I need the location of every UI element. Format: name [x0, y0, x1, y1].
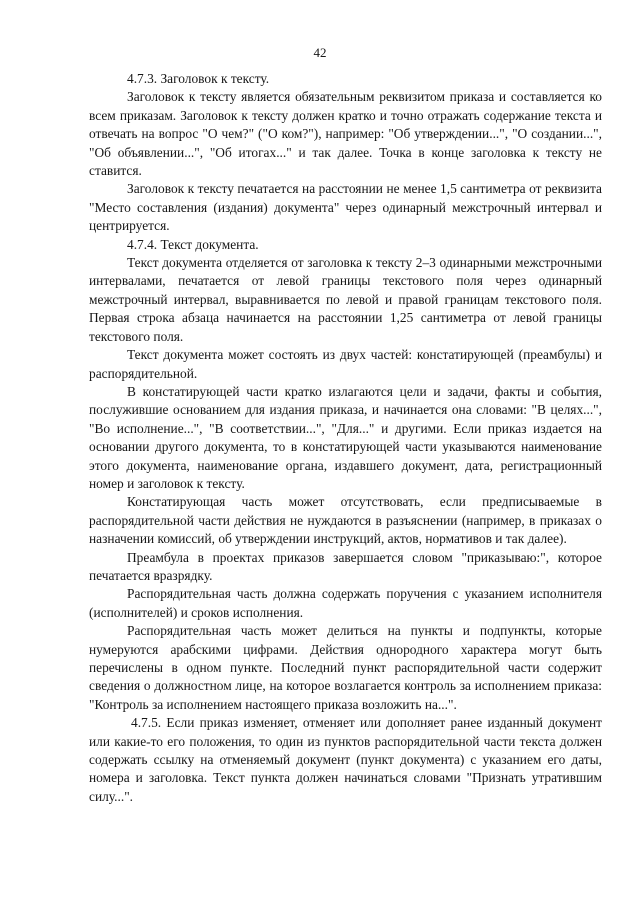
paragraph-heading-placement: Заголовок к тексту печатается на расстоянии не менее 1,5 сантиметра от реквизита "Место составления (издания) документа" через одинарный межстрочный интервал и центрируется.: [89, 181, 602, 234]
paragraph-preamble-content: В констатирующей части кратко излагаются цели и задачи, факты и события, послужившие основанием для издания приказа, и начинается она словами: "В целях...", "Во исполнение...", "В соответствии...", "Для..." и другими. Если приказ издается на основании другого документа, то в констатирующей части указываются наименование этого документа, наименование органа, издавшего документ, дата, регистрационный номер и заголовок к тексту.: [89, 383, 602, 491]
paragraph-preamble-ending: Преамбула в проектах приказов завершается словом "приказываю:", которое печатается вразрядку.: [89, 549, 602, 583]
section-heading-4-7-4: 4.7.4. Текст документа.: [127, 236, 259, 252]
paragraph-heading-definition: Заголовок к тексту является обязательным реквизитом приказа и составляется ко всем приказам. Заголовок к тексту должен кратко и точно отражать содержание текста и отвечать на вопрос "О чем?" ("О ком?"), например: "Об утверждении...", "О создании...", "Об объявлении...", "Об итогах..." и так далее. Точка в конце заголовка к тексту не ставится.: [89, 89, 602, 179]
paragraph-orders-items: Распорядительная часть может делиться на пункты и подпункты, которые нумеруются арабскими цифрами. Действия однородного характера могут быть перечислены в одном пункте. Последний пункт распорядительной части содержит сведения о должностном лице, на которое возлагается контроль за исполнением приказа: "Контроль за исполнением настоящего приказа возложить на...".: [89, 623, 602, 712]
section-heading-4-7-3: 4.7.3. Заголовок к тексту.: [127, 71, 270, 86]
section-4-7-5-paragraph: 4.7.5. Если приказ изменяет, отменяет или дополняет ранее изданный документ или какие-то его положения, то один из пунктов распорядительной части текста должен содержать ссылку на отменяемый документ (пункт документа) с указанием его даты, номера и заголовка. Текст пункта должен начинаться словами "Признать утратившим силу...".: [89, 715, 602, 804]
page-number: 42: [313, 45, 327, 60]
document-body: [89, 70, 602, 806]
paragraph-preamble-optional: Констатирующая часть может отсутствовать, если предписываемые в распорядительной части действия не нуждаются в разъяснении (например, в приказах о назначении комиссий, об утверждении инструкций, актов, нормативов и так далее).: [89, 494, 602, 547]
paragraph-orders-content: Распорядительная часть должна содержать поручения с указанием исполнителя (исполнителей) и сроков исполнения.: [89, 586, 602, 620]
paragraph-text-parts: Текст документа может состоять из двух частей: констатирующей (преамбулы) и распорядительной.: [89, 347, 602, 381]
paragraph-text-formatting: Текст документа отделяется от заголовка к тексту 2–3 одинарными межстрочными интервалами, печатается от левой границы текстового поля через одинарный межстрочный интервал, выравнивается по левой и правой границам текстового поля. Первая строка абзаца начинается на расстоянии 1,25 сантиметра от левой границы текстового поля.: [89, 255, 602, 344]
